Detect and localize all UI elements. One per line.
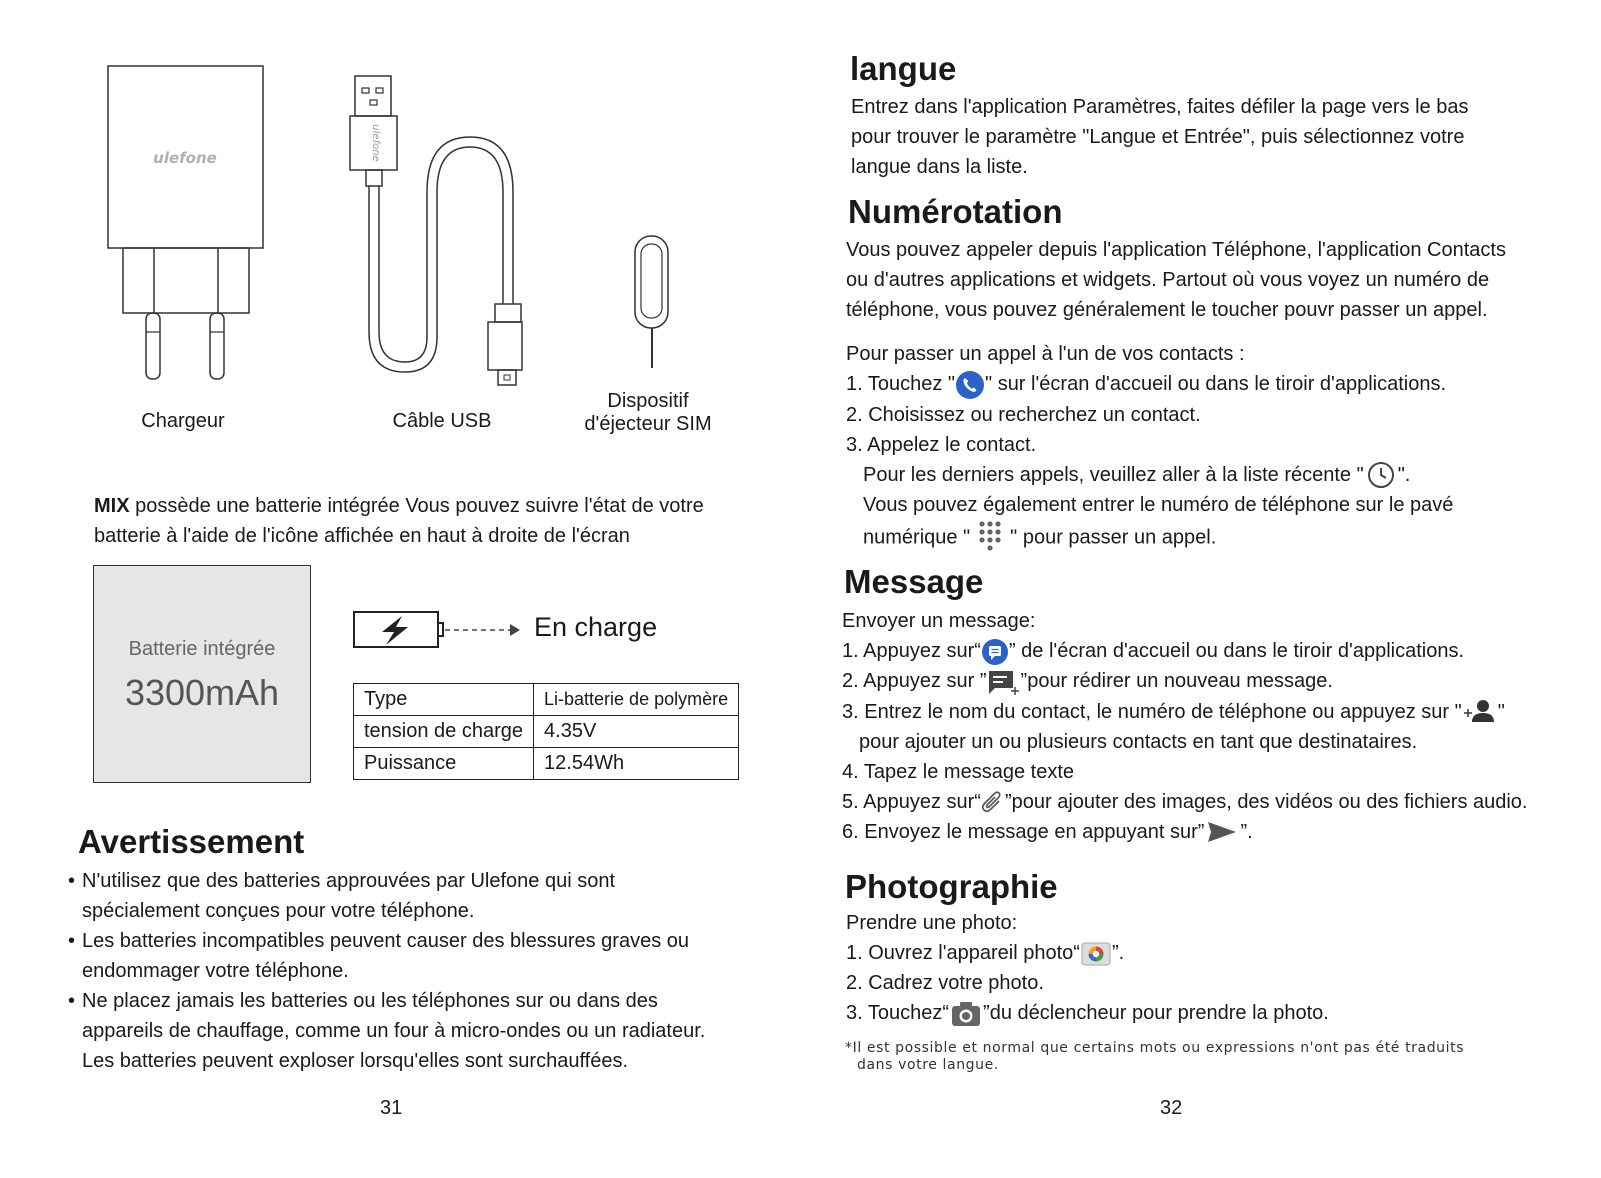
langue-title: langue [850,50,957,87]
numerotation-text: Vous pouvez appeler depuis l'application Téléphone, l'application Contacts ou d'autres applications et widgets. Partout où vous voyez un numéro de téléphone, vous pouvez généralement le toucher pouvr passer un appel. [846,239,1506,321]
svg-text:ulefone: ulefone [370,124,381,162]
add-contact-icon [1462,698,1498,726]
table-row [354,716,739,748]
battery-spec-table [353,683,739,780]
sim-ejector-label [568,390,728,436]
new-message-icon [987,667,1021,697]
charger-illustration [104,62,270,387]
warning-title: Avertissement [78,823,305,860]
spec-key: Type [354,684,534,716]
list-item: 2. Cadrez votre photo. [846,972,1044,994]
list-item: • Les batteries incompatibles peuvent causer des blessures graves ou [68,930,690,952]
spec-key: Puissance [354,748,534,780]
page-number: 32 [1160,1097,1183,1119]
call-steps: Pour passer un appel à l'un de vos contacts : 1. Touchez " " sur l'écran d'accueil ou dans le tiroir d'applications. 2. Choisissez ou recherchez un contact. 3. Appelez le contact. Pour les derniers appels, veuillez aller à la liste récente " ". Vous pouvez également entrer le numéro de téléphone sur le pavé numérique " " pour passer un appel. [846,339,1453,556]
spec-key: tension de charge [354,716,534,748]
send-icon [1204,819,1240,845]
dialpad-line: numérique " " pour passer un appel. [846,520,1453,556]
camera-app-icon [1080,940,1112,968]
list-item: 4. Tapez le message texte [842,760,1074,783]
photo-steps: Prendre une photo: 1. Ouvrez l'appareil photo“ ”. 2. Cadrez votre photo. 3. Touchez“ ”du déclencheur pour prendre la photo. [846,908,1329,1029]
spec-value: 4.35V [534,716,739,748]
charging-label: En charge [534,612,658,642]
battery-intro: MIX possède une batterie intégrée Vous pouvez suivre l'état de votre batterie à l'aide de l'icône affichée en haut à droite de l'écran [94,495,704,547]
warning-list: • N'utilisez que des batteries approuvées par Ulefone qui sont spécialement conçues pour votre téléphone. • Les batteries incompatibles peuvent causer des blessures graves ou endommager votre téléphone. • Ne placez jamais les batteries ou les téléphones sur ou dans des appareils de chauffage, comme un four à micro-ondes ou un radiateur. Les batteries peuvent exploser lorsqu'elles sont surchauffées. [68,866,705,1076]
numerotation-title: Numérotation [848,193,1063,230]
list-item: 5. Appuyez sur“ ”pour ajouter des images, des vidéos ou des fichiers audio. [842,787,1528,817]
spec-value: Li-batterie de polymère [534,684,739,716]
sim-ejector-illustration [630,232,675,372]
list-item: 6. Envoyez le message en appuyant sur” ”. [842,817,1528,847]
langue-text: Entrez dans l'application Paramètres, faites défiler la page vers le bas pour trouver le paramètre "Langue et Entrée", puis sélectionnez votre langue dans la liste. [851,96,1469,178]
sim-ejector-label-line1: Dispositif [607,390,689,412]
message-title: Message [844,563,984,600]
battery-label: Batterie intégrée [128,638,276,660]
recent-line: Pour les derniers appels, veuillez aller à la liste récente " ". [846,460,1453,491]
svg-text:ulefone: ulefone [153,149,217,167]
battery-box [93,565,311,783]
list-item: • N'utilisez que des batteries approuvées par Ulefone qui sont [68,870,616,892]
charger-label: Chargeur [141,410,225,432]
list-item: 3. Entrez le nom du contact, le numéro de téléphone ou appuyez sur " " [842,697,1528,727]
message-icon [981,638,1009,666]
page-number: 31 [380,1097,403,1119]
model-name: MIX [94,495,130,517]
list-item: 1. Ouvrez l'appareil photo“ ”. [846,938,1329,968]
message-steps: Envoyer un message: 1. Appuyez sur“ ” de l'écran d'accueil ou dans le tiroir d'applications. 2. Appuyez sur ” ”pour rédirer un nouveau message. 3. Entrez le nom du contact, le numéro de téléphone ou appuyez sur " " pour ajouter un ou plusieurs contacts en tant que destinataires. 4. Tapez le message texte 5. Appuyez sur“ ”pour ajouter des images, des vidéos ou des fichiers audio. 6. Envoyez le message en appuyant sur” ”. [842,606,1528,847]
sim-ejector-label-line2: d'éjecteur SIM [584,413,712,435]
table-row [354,684,739,716]
phone-icon [955,370,985,400]
list-item: 1. Appuyez sur“ ” de l'écran d'accueil ou dans le tiroir d'applications. [842,636,1528,666]
photo-title: Photographie [845,868,1058,905]
battery-capacity: 3300mAh [124,672,280,713]
spec-value: 12.54Wh [534,748,739,780]
dialpad-icon [970,520,1010,556]
list-item: 2. Choisissez ou recherchez un contact. [846,403,1201,426]
table-row [354,748,739,780]
attachment-icon [981,789,1005,815]
battery-charging-icon [352,608,527,653]
list-item: 2. Appuyez sur ” ”pour rédirer un nouveau message. [842,666,1528,697]
recent-clock-icon [1364,460,1398,490]
usb-cable-label: Câble USB [392,410,492,432]
footnote: *Il est possible et normal que certains mots ou expressions n'ont pas été traduits dans votre langue. [845,1040,1465,1073]
list-item: 1. Touchez " " sur l'écran d'accueil ou dans le tiroir d'applications. [846,369,1453,400]
list-item: 3. Appelez le contact. [846,433,1037,456]
usb-cable-illustration [345,72,530,394]
list-item: • Ne placez jamais les batteries ou les téléphones sur ou dans des [68,990,658,1012]
shutter-icon [949,999,983,1029]
list-item: 3. Touchez“ ”du déclencheur pour prendre la photo. [846,998,1329,1029]
